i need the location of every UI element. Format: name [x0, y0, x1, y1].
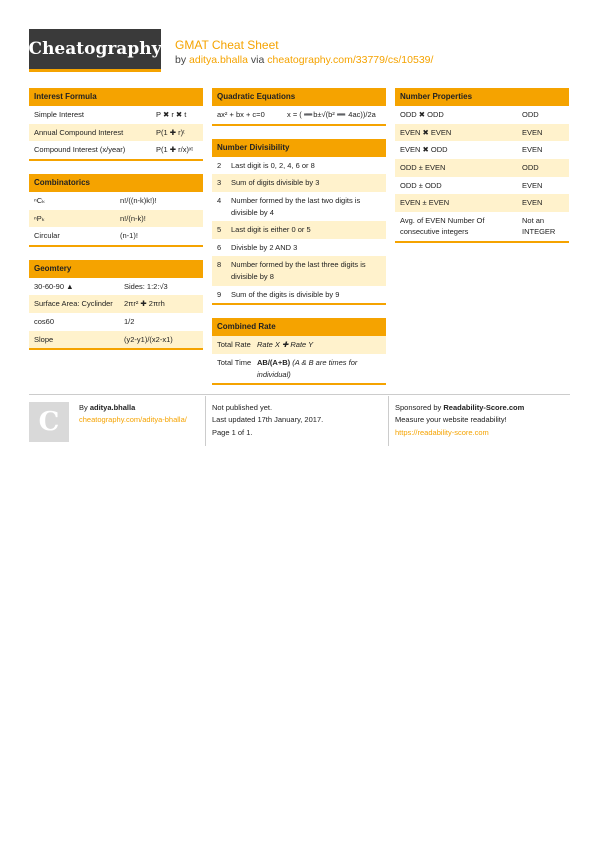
cell: 30-60-90 ▲: [34, 281, 74, 291]
table-row: [395, 141, 569, 159]
geometry-section: [29, 260, 203, 351]
table-row: [29, 210, 203, 228]
page-number: Page 1 of 1.: [212, 427, 253, 437]
via-text: via: [247, 54, 268, 66]
cell: Slope: [34, 334, 54, 344]
cell: cos60: [34, 317, 55, 326]
table-row: [395, 124, 569, 142]
sponsor-line: [395, 402, 569, 414]
cell: Rate X ✚ Rate Y: [257, 340, 314, 350]
table-row: [29, 106, 203, 124]
cell: P(1 ✚ r)ᵗ: [156, 127, 185, 137]
footer-divider: [388, 396, 389, 446]
cell: Surface Area: Cyclinder: [34, 299, 113, 309]
footer-author: [29, 402, 203, 442]
table-row: [212, 192, 386, 221]
cell: 3: [217, 178, 222, 188]
cell: EVEN: [522, 145, 543, 155]
footer-author-name[interactable]: aditya.bhalla: [89, 403, 136, 412]
cell: ODD ± ODD: [400, 180, 442, 190]
table-row: [29, 295, 203, 313]
formula-note: (A & B are times for individual): [257, 357, 358, 379]
cell: 9: [217, 289, 222, 299]
table-row: [212, 157, 386, 175]
column-2: [212, 88, 386, 398]
cell: Last digit is either 0 or 5: [231, 225, 311, 235]
footer-divider: [29, 394, 570, 395]
avatar-letter: C: [38, 406, 60, 437]
cell: EVEN: [522, 180, 543, 190]
last-updated: Last updated 17th January, 2017.: [212, 415, 324, 425]
table-row: [29, 331, 203, 349]
by-prefix: by: [175, 54, 190, 66]
table-row: [212, 354, 386, 383]
sheet-url-link[interactable]: cheatography.com/33779/cs/10539/: [267, 54, 434, 66]
cell: Sides: 1:2:√3: [124, 281, 168, 291]
cell: n!/(n-k)!: [120, 213, 146, 223]
cell: EVEN: [522, 198, 543, 208]
cell: Total Time: [217, 357, 252, 367]
author-avatar[interactable]: [29, 402, 69, 442]
formula: AB/(A+B): [257, 357, 291, 367]
cell: Sum of the digits is divisible by 9: [231, 289, 340, 299]
cell: P(1 ✚ r/x)ˣᵗ: [156, 145, 194, 155]
cell: Number formed by the last two digits is divisible by 4: [231, 195, 361, 217]
by-label: By: [79, 403, 90, 412]
table-row: [395, 177, 569, 195]
cell: Divisble by 2 AND 3: [231, 242, 298, 252]
author-link[interactable]: aditya.bhalla: [189, 54, 248, 66]
cell: Last digit is 0, 2, 4, 6 or 8: [231, 160, 315, 170]
cell: ⁿPₖ: [34, 213, 45, 223]
table-row: [29, 278, 203, 296]
cell: x = ( ➖b±√(b² ➖ 4ac))/2a: [287, 110, 376, 119]
cell: 6: [217, 242, 222, 252]
cell: (y2-y1)/(x2-x1): [124, 334, 173, 344]
table-row: [395, 106, 569, 124]
number-properties-section: [395, 88, 569, 243]
divisibility-section: [212, 139, 386, 306]
combined-rate-section: [212, 318, 386, 385]
footer-sponsor: [395, 402, 569, 439]
table-row: [395, 159, 569, 177]
cell: ⁿCₖ: [34, 195, 46, 205]
cell: Compound Interest (x/year): [34, 145, 126, 155]
section-title: Number Properties: [395, 88, 569, 106]
table-row: [29, 313, 203, 331]
cell: [257, 357, 381, 380]
byline: [175, 54, 433, 66]
cell: 2πr² ✚ 2πrh: [124, 299, 165, 309]
cell: ODD ✖ ODD: [400, 110, 444, 119]
sponsor-url[interactable]: https://readability-score.com: [395, 427, 489, 437]
footer-author-url[interactable]: cheatography.com/aditya-bhalla/: [79, 415, 187, 425]
combinatorics-section: [29, 174, 203, 247]
table-row: [212, 336, 386, 354]
table-row: [29, 227, 203, 245]
table-row: [395, 212, 569, 241]
interest-formula-section: [29, 88, 203, 161]
sponsor-prefix: Sponsored by: [395, 403, 444, 412]
cell: EVEN ✖ ODD: [400, 145, 448, 155]
cheatography-logo[interactable]: [29, 29, 161, 72]
cell: 2: [217, 160, 222, 170]
section-title: Geomtery: [29, 260, 203, 278]
cell: (n-1)!: [120, 231, 138, 241]
table-row: [395, 194, 569, 212]
page-title: GMAT Cheat Sheet: [175, 38, 279, 52]
table-row: [212, 286, 386, 304]
table-row: [212, 239, 386, 257]
table-row: [29, 192, 203, 210]
cell: Simple Interest: [34, 110, 85, 119]
section-title: Combined Rate: [212, 318, 386, 336]
table-row: [212, 106, 386, 124]
cell: Avg. of EVEN Number Of consecutive integers: [400, 215, 485, 237]
table-row: [212, 256, 386, 285]
cell: 8: [217, 260, 222, 270]
table-row: [212, 221, 386, 239]
footer-by: [79, 402, 187, 414]
cell: EVEN: [522, 127, 543, 137]
column-3: [395, 88, 569, 256]
table-row: [29, 141, 203, 159]
published-status: Not published yet.: [212, 403, 273, 412]
cell: ax² + bx + c=0: [217, 110, 265, 119]
cell: P ✖ r ✖ t: [156, 110, 187, 119]
cell: ODD: [522, 162, 539, 172]
section-title: Number Divisibility: [212, 139, 386, 157]
cell: 5: [217, 225, 222, 235]
cell: Total Rate: [217, 340, 251, 350]
column-1: [29, 88, 203, 363]
quadratic-section: [212, 88, 386, 126]
cell: Number formed by the last three digits is divisible by 8: [231, 260, 366, 281]
section-title: Combinatorics: [29, 174, 203, 192]
cell: Circular: [34, 231, 60, 241]
section-title: Interest Formula: [29, 88, 203, 106]
table-row: [29, 124, 203, 142]
cell: Annual Compound Interest: [34, 127, 124, 137]
section-title: Quadratic Equations: [212, 88, 386, 106]
cell: 1/2: [124, 317, 135, 326]
sponsor-text: Measure your website readability!: [395, 415, 507, 425]
cell: ODD: [522, 110, 539, 119]
table-row: [212, 174, 386, 192]
cell: 4: [217, 195, 222, 205]
cell: n!/((n-k)k!)!: [120, 195, 157, 205]
cell: Not an INTEGER: [522, 215, 556, 237]
cell: ODD ± EVEN: [400, 162, 446, 172]
cell: EVEN ± EVEN: [400, 198, 450, 208]
footer-divider: [205, 396, 206, 446]
sponsor-name[interactable]: Readability-Score.com: [443, 403, 525, 412]
logo-text: Cheatography: [28, 39, 162, 59]
cell: Sum of digits divisible by 3: [231, 178, 320, 188]
cell: EVEN ✖ EVEN: [400, 127, 452, 137]
footer-meta: [212, 402, 386, 439]
